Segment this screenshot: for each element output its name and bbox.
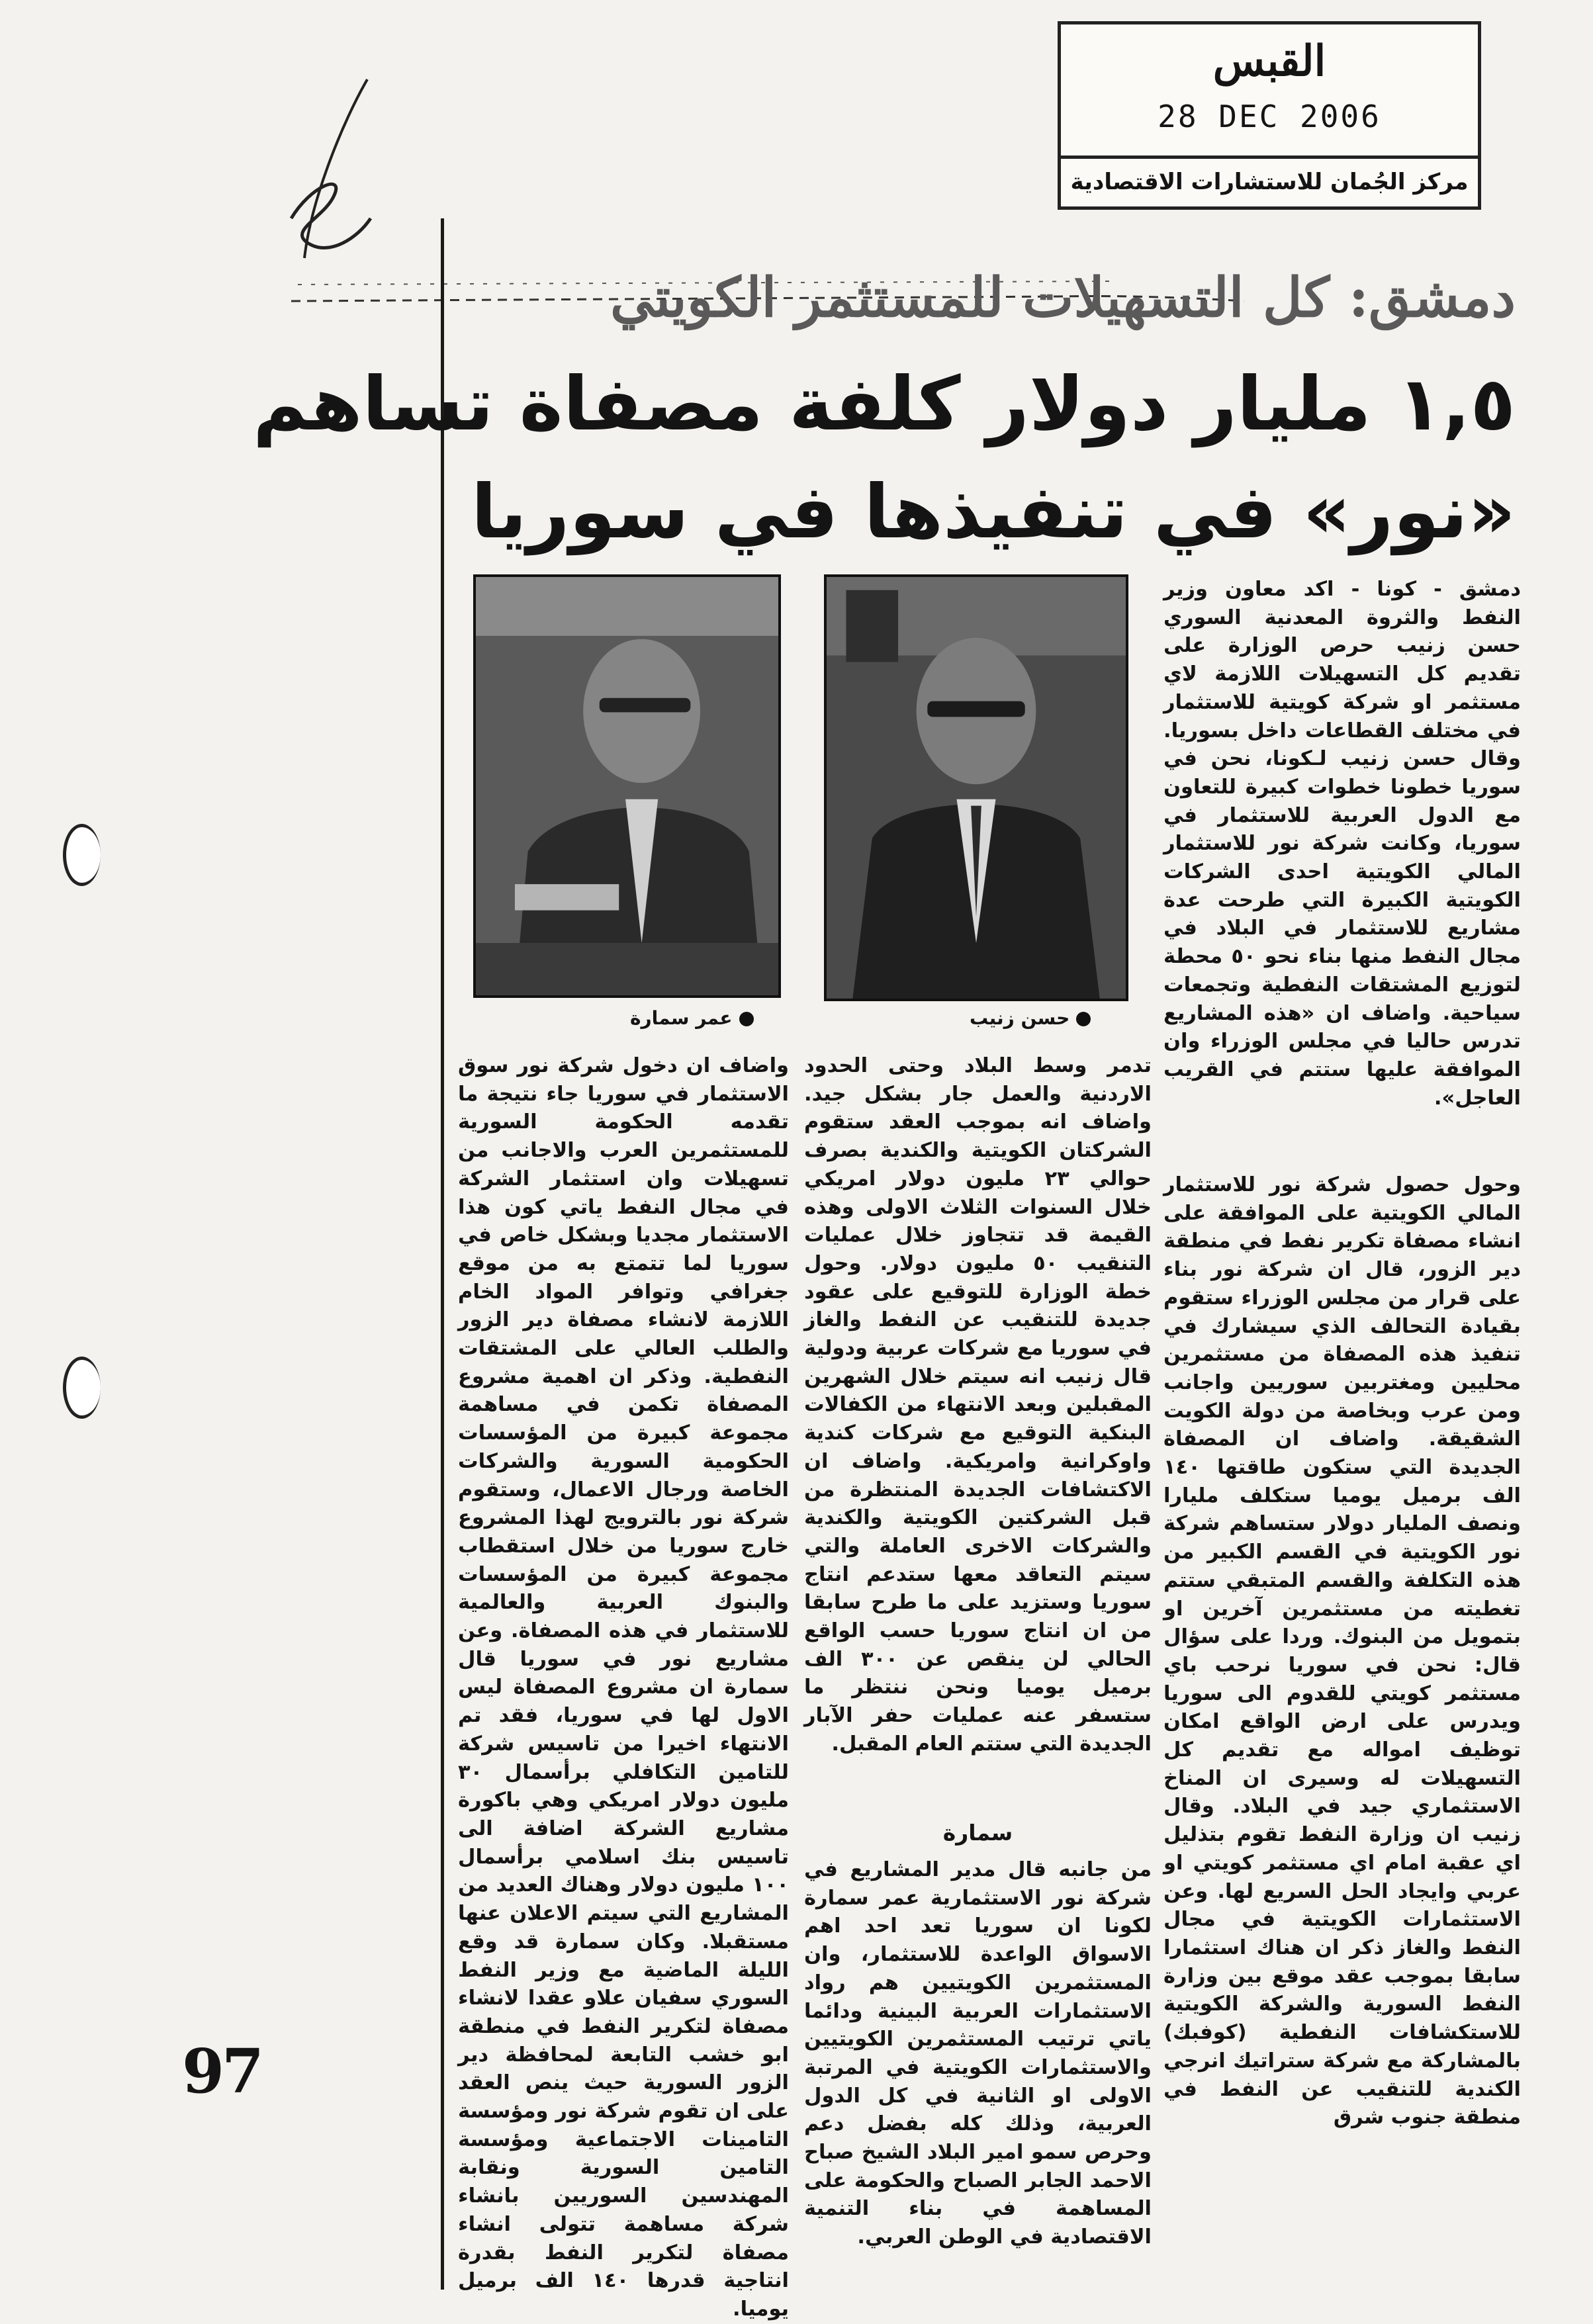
article-column-3: واضاف ان دخول شركة نور سوق الاستثمار في سوريا جاء نتيجة ما تقدمه الحكومة السورية للمستثمرين العرب والاجانب من تسهيلات وان استثمار الشركة في مجال النفط ياتي كون هذا الاستثمار مجديا وبشكل خاص في سوريا لما تتمتع به من موقع جغرافي وتوافر المواد الخام اللازمة لانشاء مصفاة دير الزور والطلب العالي على المشتقات النفطية. وذكر ان اهمية مشروع المصفاة تكمن في مساهمة مجموعة كبيرة من المؤسسات الحكومية السورية والشركات الخاصة ورجال الاعمال، وستقوم شركة نور بالترويج لهذا المشروع خارج سوريا من خلال استقطاب مجموعة كبيرة من المؤسسات والبنوك العربية والعالمية للاستثمار في هذه المصفاة. وعن مشاريع نور في سوريا قال سمارة ان مشروع المصفاة ليس الاول لها في سوريا، فقد تم الانتهاء اخيرا من تاسيس شركة للتامين التكافلي برأسمال ٣٠ مليون دولار امريكي وهي باكورة مشاريع الشركة اضافة الى تاسيس بنك اسلامي برأسمال ١٠٠ مليون دولار وهناك العديد من المشاريع التي سيتم الاعلان عنها مستقبلا. وكان سمارة قد وقع الليلة الماضية مع وزير النفط السوري سفيان علاو عقدا لانشاء مصفاة لتكرير النفط في منطقة ابو خشب التابعة لمحافظة دير الزور السورية حيث ينص العقد على ان تقوم شركة نور ومؤسسة التامينات الاجتماعية ومؤسسة التامين السورية ونقابة المهندسين السوريين بانشاء شركة مساهمة تتولى انشاء مصفاة لتكرير النفط بقدرة انتاجية قدرها ١٤٠ الف برميل يوميا. (458, 1054, 789, 2321)
article-kicker: دمشق: كل التسهيلات للمستثمر الكويتي (610, 266, 1516, 330)
headline-line-1: ١,٥ مليار دولار كلفة مصفاة تساهم (253, 361, 1516, 447)
portrait-icon (827, 577, 1126, 999)
article-column-2-bottom: من جانبه قال مدير المشاريع في شركة نور الاستثمارية عمر سمارة لكونا ان سوريا تعد احد اهم الاسواق الواعدة للاستثمار، وان المستثمرين الكويتيين هم رواد الاستثمارات العربية البينية ودائما ياتي ترتيب المستثمرين الكويتيين والاستثمارات الكويتية في المرتبة الاولى او الثانية في كل الدول العربية، وذلك كله بفضل دعم وحرص سمو امير البلاد الشيخ صباح الاحمد الجابر الصباح والحكومة على المساهمة في بناء التنمية الاقتصادية في الوطن العربي. (804, 1858, 1152, 2249)
clipping-left-rule (441, 218, 444, 2290)
newspaper-stamp (1058, 21, 1481, 210)
stamp-date: 28 DEC 2006 (1158, 99, 1381, 134)
caption-photo-left: عمر سمارة (630, 1007, 754, 1029)
article-subhead-samara: سمارة (942, 1820, 1013, 1846)
article-column-1-top: دمشق - كونا - اكد معاون وزير النفط والثروة المعدنية السوري حسن زنيب حرص الوزارة على تقديم كل التسهيلات اللازمة لاي مستثمر او شركة كويتية للاستثمار في مختلف القطاعات داخل بسوريا. وقال حسن زنيب لـكونا، نحن في سوريا خطونا خطوات كبيرة للتعاون مع الدول العربية للاستثمار في سوريا، وكانت شركة نور للاستثمار المالي الكويتية احدى الشركات الكويتية الكبيرة التي طرحت عدة مشاريع للاستثمار في البلاد في مجال النفط منها بناء نحو ٥٠ محطة لتوزيع المشتقات النفطية وتجمعات سياحية. واضاف ان «هذه المشاريع تدرس حاليا في مجلس الوزراء وان الموافقة عليها ستتم في القريب العاجل». (1163, 578, 1521, 1110)
binder-hole-bottom (63, 1357, 101, 1419)
stamp-footer: مركز الجُمان للاستشارات الاقتصادية (1061, 156, 1478, 206)
newspaper-logo: القبس (1212, 36, 1326, 86)
photo-hassan-zneib (824, 574, 1128, 1001)
article-column-2-top: تدمر وسط البلاد وحتى الحدود الاردنية والعمل جار بشكل جيد. واضاف انه بموجب العقد ستقوم الشركتان الكويتية والكندية بصرف حوالي ٢٣ مليون دولار امريكي خلال السنوات الثلاث الاولى وهذه القيمة قد تتجاوز خلال عمليات التنقيب ٥٠ مليون دولار. وحول خطة الوزارة للتوقيع على عقود جديدة للتنقيب عن النفط والغاز في سوريا مع شركات عربية ودولية قال زنيب انه سيتم خلال الشهرين المقبلين وبعد الانتهاء من الكفالات البنكية التوقيع مع شركات كندية واوكرانية وامريكية. واضاف ان الاكتشافات الجديدة المنتظرة من قبل الشركتين الكويتية والكندية والشركات الاخرى العاملة والتي سيتم التعاقد معها ستدعم انتاج سوريا وستزيد على ما طرح سابقا من ان انتاج سوريا حسب الواقع الحالي لن ينقص عن ٣٠٠ الف برميل يوميا ونحن ننتظر ما ستسفر عنه عمليات حفر الآبار الجديدة التي ستتم العام المقبل. (804, 1054, 1152, 1756)
bullet-icon (1076, 1012, 1091, 1026)
caption-photo-right: حسن زنيب (970, 1007, 1091, 1029)
headline-line-2: «نور» في تنفيذها في سوريا (471, 469, 1516, 555)
page-number: 97 (182, 2035, 262, 2107)
portrait-icon (476, 577, 778, 995)
article-column-1-bottom: وحول حصول شركة نور للاستثمار المالي الكويتية على الموافقة على انشاء مصفاة تكرير نفط في منطقة دير الزور، قال ان شركة نور بناء على قرار من مجلس الوزراء ستقوم بقيادة التحالف الذي سيشارك في تنفيذ هذه المصفاة من مستثمرين محليين ومغتربين سوريين واجانب ومن عرب وبخاصة من دولة الكويت الشقيقة. واضاف ان المصفاة الجديدة التي ستكون طاقتها ١٤٠ الف برميل يوميا ستكلف مليارا ونصف المليار دولار ستساهم شركة نور الكويتية في القسم الكبير من هذه التكلفة والقسم المتبقي ستتم تغطيته من مستثمرين آخرين او بتمويل من البنوك. وردا على سؤال قال: نحن في سوريا نرحب باي مستثمر كويتي للقدوم الى سوريا ويدرس على ارض الواقع امكان توظيف امواله مع تقديم كل التسهيلات له وسيرى ان المناخ الاستثماري جيد في البلاد. وقال زنيب ان وزارة النفط تقوم بتذليل اي عقبة امام اي مستثمر كويتي او عربي وايجاد الحل السريع لها. وعن الاستثمارات الكويتية في مجال النفط والغاز ذكر ان هناك استثمارا سابقا بموجب عقد موقع بين وزارة النفط السورية والشركة الكويتية للاستكشافات النفطية (كوفبك) بالمشاركة مع شركة ستراتيك انرجي الكندية للتنقيب عن النفط في منطقة جنوب شرق (1163, 1173, 1521, 2129)
photo-omar-samara (473, 574, 781, 998)
bullet-icon (739, 1012, 754, 1026)
binder-hole-top (63, 824, 101, 886)
